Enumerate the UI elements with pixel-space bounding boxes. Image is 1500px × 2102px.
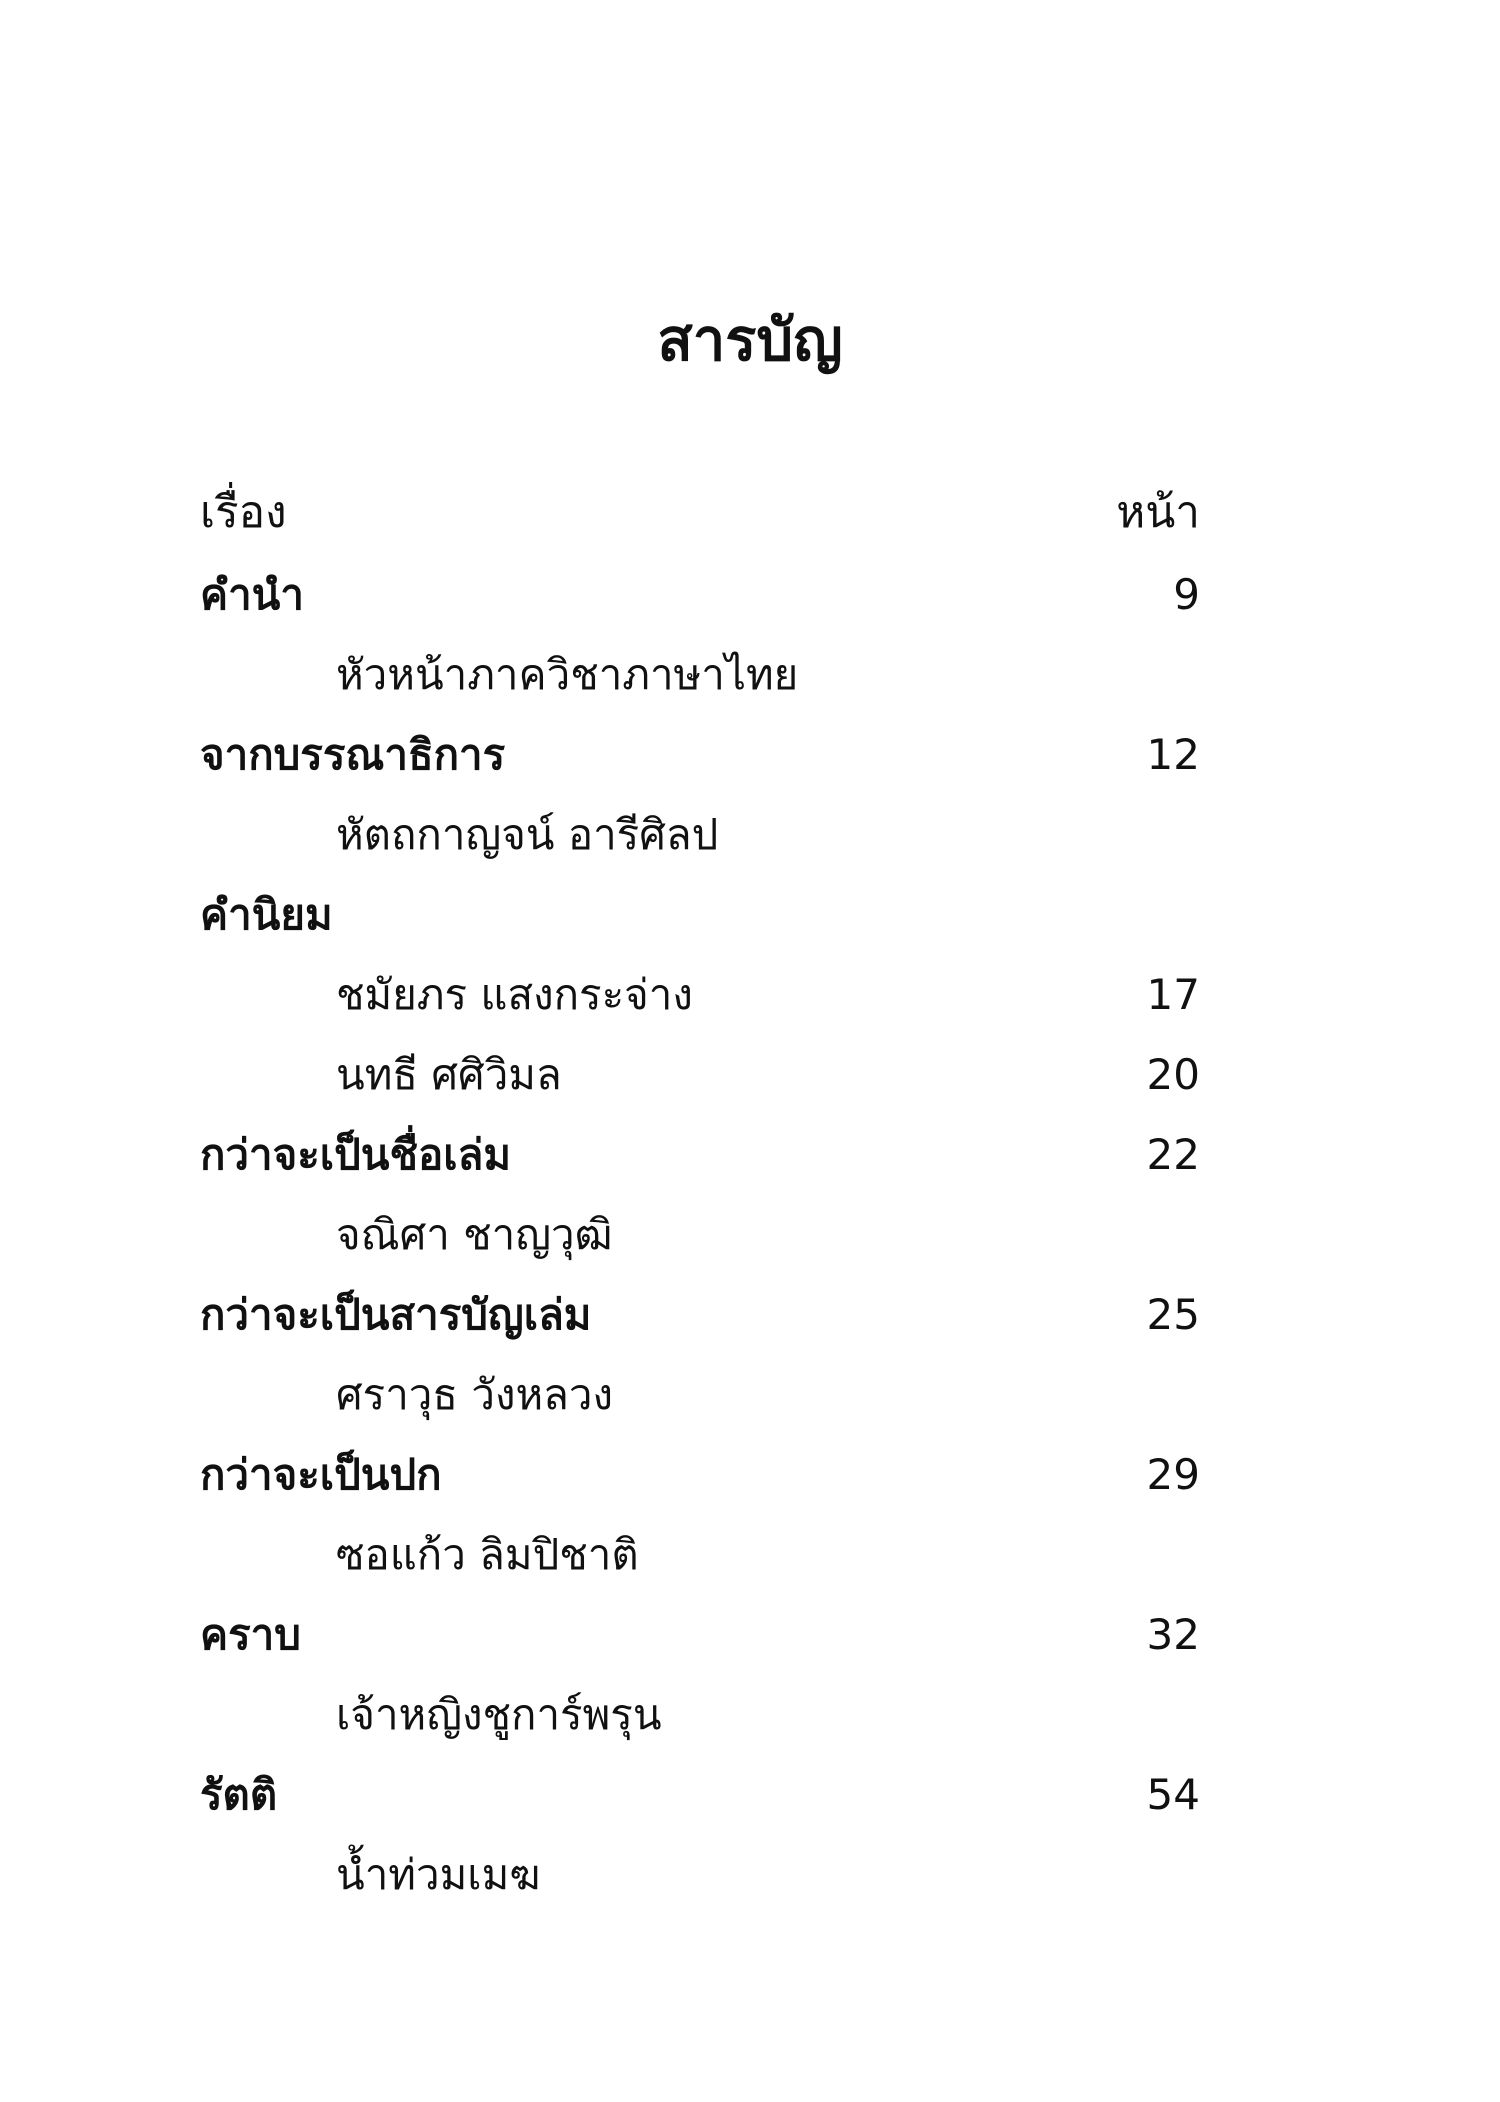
toc-entry [200, 875, 1200, 955]
author-name: น้ำท่วมเมฆ [336, 1850, 541, 1899]
author-name: หัตถกาญจน์ อารีศิลป [336, 810, 719, 859]
chapter-title: คราบ [200, 1610, 301, 1659]
chapter-title: คำนิยม [200, 890, 333, 939]
toc-entry [200, 1435, 1200, 1515]
chapter-title: กว่าจะเป็นสารบัญเล่ม [200, 1290, 592, 1339]
chapter-title: กว่าจะเป็นปก [200, 1450, 442, 1499]
chapter-title: คำนำ [200, 570, 304, 619]
toc-entry [200, 1755, 1200, 1835]
toc-entry [200, 795, 1200, 875]
author-name: ศราวุธ วังหลวง [336, 1370, 613, 1419]
toc-entry [200, 715, 1200, 795]
author-name: เจ้าหญิงชูการ์พรุน [336, 1690, 662, 1739]
toc-entry [200, 1275, 1200, 1355]
page-number: 20 [1146, 1050, 1200, 1099]
page-number: 25 [1146, 1290, 1200, 1339]
page-number: 32 [1146, 1610, 1200, 1659]
author-name: นทธี ศศิวิมล [336, 1050, 562, 1099]
column-story-label: เรื่อง [200, 487, 287, 538]
toc-entry [200, 1595, 1200, 1675]
page-number: 9 [1173, 570, 1200, 619]
author-name: ซอแก้ว ลิมปิชาติ [336, 1530, 639, 1579]
page-number: 22 [1146, 1130, 1200, 1179]
chapter-title: จากบรรณาธิการ [200, 730, 506, 779]
chapter-title: กว่าจะเป็นชื่อเล่ม [200, 1130, 512, 1179]
page-number: 17 [1146, 970, 1200, 1019]
toc-entry [200, 1355, 1200, 1435]
toc-entry [200, 955, 1200, 1035]
page-number: 54 [1146, 1770, 1200, 1819]
page-title: สารบัญ [657, 306, 843, 374]
author-name: หัวหน้าภาควิชาภาษาไทย [336, 650, 799, 699]
chapter-title: รัตติ [200, 1770, 278, 1819]
page-number: 29 [1146, 1450, 1200, 1499]
author-name: จณิศา ชาญวุฒิ [336, 1210, 613, 1259]
toc-entry [200, 1675, 1200, 1755]
column-page-label: หน้า [1116, 487, 1200, 538]
toc-entry [200, 1035, 1200, 1115]
toc-entry [200, 1835, 1200, 1915]
author-name: ชมัยภร แสงกระจ่าง [336, 970, 693, 1019]
page-number: 12 [1146, 730, 1200, 779]
toc-entry [200, 1195, 1200, 1275]
toc-entry [200, 1515, 1200, 1595]
toc-entry [200, 635, 1200, 715]
toc-entry [200, 555, 1200, 635]
toc-list [200, 555, 1200, 1915]
toc-header [200, 478, 1200, 548]
toc-entry [200, 1115, 1200, 1195]
